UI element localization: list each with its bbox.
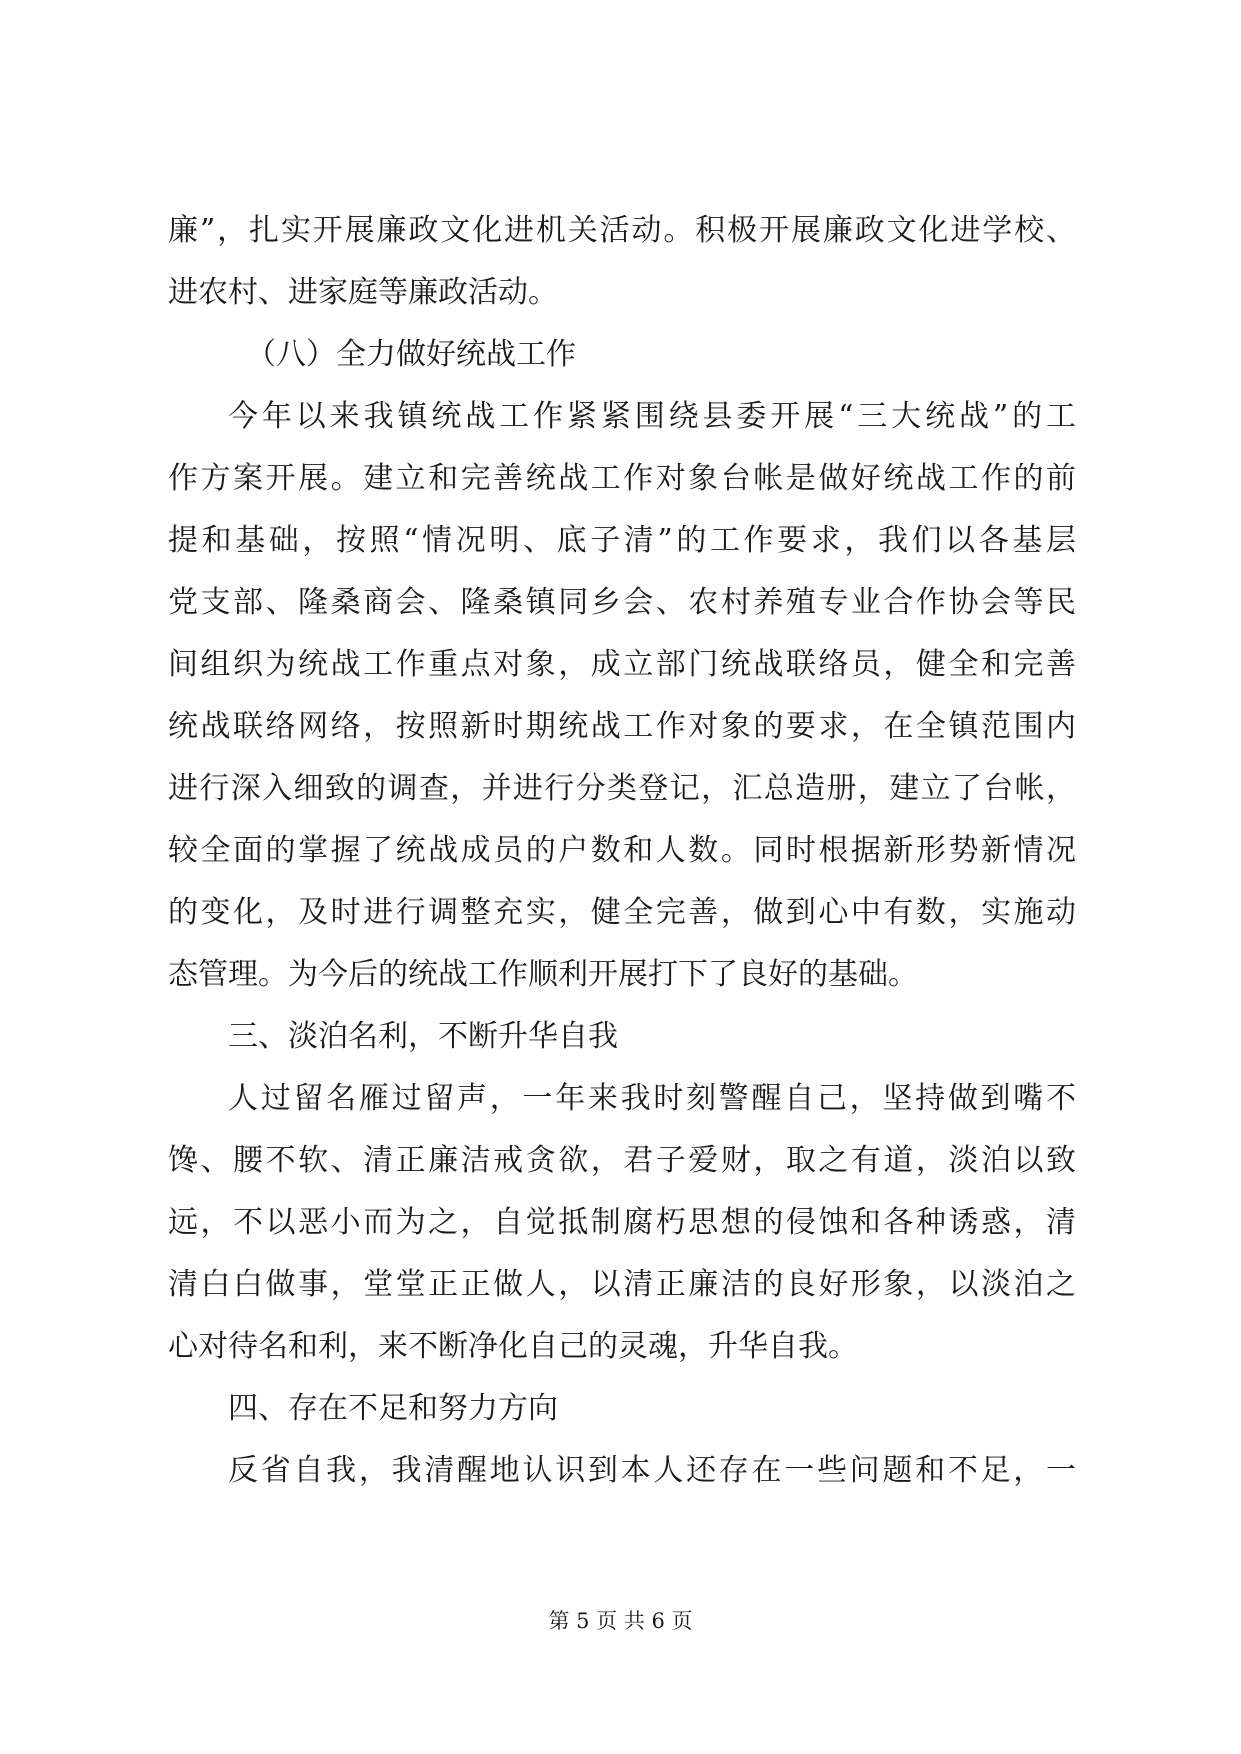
section-heading: 四、存在不足和努力方向 — [228, 1391, 558, 1426]
text-line: 远，不以恶小而为之，自觉抵制腐朽思想的侵蚀和各种诱惑，清 — [168, 1205, 1076, 1240]
text-line: 馋、腰不软、清正廉洁戒贪欲，君子爱财，取之有道，淡泊以致 — [168, 1143, 1076, 1178]
text-line: 进行深入细致的调查，并进行分类登记，汇总造册，建立了台帐， — [168, 771, 1076, 806]
text-line: 的变化，及时进行调整充实，健全完善，做到心中有数，实施动 — [168, 895, 1076, 930]
text-line: 清白白做事，堂堂正正做人，以清正廉洁的良好形象，以淡泊之 — [168, 1267, 1076, 1302]
text-line: 廉”，扎实开展廉政文化进机关活动。积极开展廉政文化进学校、 — [168, 213, 1076, 248]
page-number-footer: 第 5 页 共 6 页 — [548, 1609, 693, 1633]
text-line: 态管理。为今后的统战工作顺利开展打下了良好的基础。 — [168, 957, 918, 992]
paragraph-first-line: 今年以来我镇统战工作紧紧围绕县委开展“三大统战”的工 — [228, 399, 1076, 434]
section-heading: （八）全力做好统战工作 — [246, 337, 576, 372]
document-body — [168, 200, 1076, 1502]
text-line: 较全面的掌握了统战成员的户数和人数。同时根据新形势新情况 — [168, 833, 1076, 868]
text-line: 心对待名和利，来不断净化自己的灵魂，升华自我。 — [168, 1329, 858, 1364]
text-line: 间组织为统战工作重点对象，成立部门统战联络员，健全和完善 — [168, 647, 1076, 682]
text-line: 进农村、进家庭等廉政活动。 — [168, 275, 558, 310]
text-line: 提和基础，按照“情况明、底子清”的工作要求，我们以各基层 — [168, 523, 1076, 558]
paragraph-first-line: 人过留名雁过留声，一年来我时刻警醒自己，坚持做到嘴不 — [228, 1081, 1076, 1116]
section-heading: 三、淡泊名利，不断升华自我 — [228, 1019, 618, 1054]
text-line: 作方案开展。建立和完善统战工作对象台帐是做好统战工作的前 — [168, 461, 1076, 496]
text-line: 统战联络网络，按照新时期统战工作对象的要求，在全镇范围内 — [168, 709, 1076, 744]
text-line: 党支部、隆桑商会、隆桑镇同乡会、农村养殖专业合作协会等民 — [168, 585, 1076, 620]
paragraph-first-line: 反省自我，我清醒地认识到本人还存在一些问题和不足，一 — [228, 1453, 1076, 1488]
